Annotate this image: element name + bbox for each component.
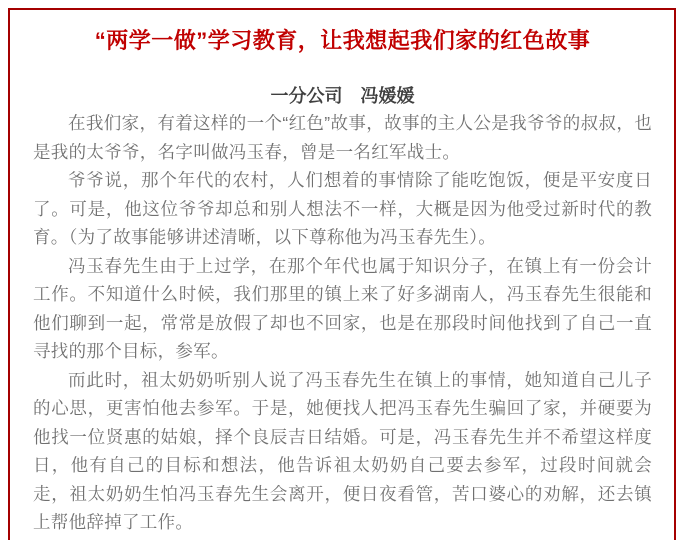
- article-content: [0, 26, 685, 537]
- article-paragraph: 爷爷说，那个年代的农村，人们想着的事情除了能吃饱饭，便是平安度日了。可是，他这位爷爷却总和别人想法不一样，大概是因为他受过新时代的教育。（为了故事能够讲述清晰，以下尊称他为冯玉春先生）。: [33, 170, 652, 247]
- article-paragraph: 而此时，祖太奶奶听别人说了冯玉春先生在镇上的事情，她知道自己儿子的心思，更害怕他去参军。于是，她便找人把冯玉春先生骗回了家，并硬要为他找一位贤惠的姑娘，择个良辰吉日结婚。可是，冯玉春先生并不希望这样度日，他有自己的目标和想法，他告诉祖太奶奶自己要去参军，过段时间就会走，祖太奶奶生怕冯玉春先生会离开，便日夜看管，苦口婆心的劝解，还去镇上帮他辞掉了工作。: [33, 369, 652, 532]
- article-body: [33, 109, 652, 537]
- article-title: “两学一做”学习教育，让我想起我们家的红色故事: [94, 28, 591, 53]
- article-paragraph: 在我们家，有着这样的一个“红色”故事，故事的主人公是我爷爷的叔叔，也是我的太爷爷，名字叫做冯玉春，曾是一名红军战士。: [33, 113, 652, 162]
- article-paragraph: 冯玉春先生由于上过学，在那个年代也属于知识分子，在镇上有一份会计工作。不知道什么时候，我们那里的镇上来了好多湖南人，冯玉春先生很能和他们聊到一起，常常是放假了却也不回家，也是在那段时间他找到了自己一直寻找的那个目标，参军。: [33, 255, 652, 361]
- article-byline: 一分公司 冯媛媛: [270, 86, 415, 106]
